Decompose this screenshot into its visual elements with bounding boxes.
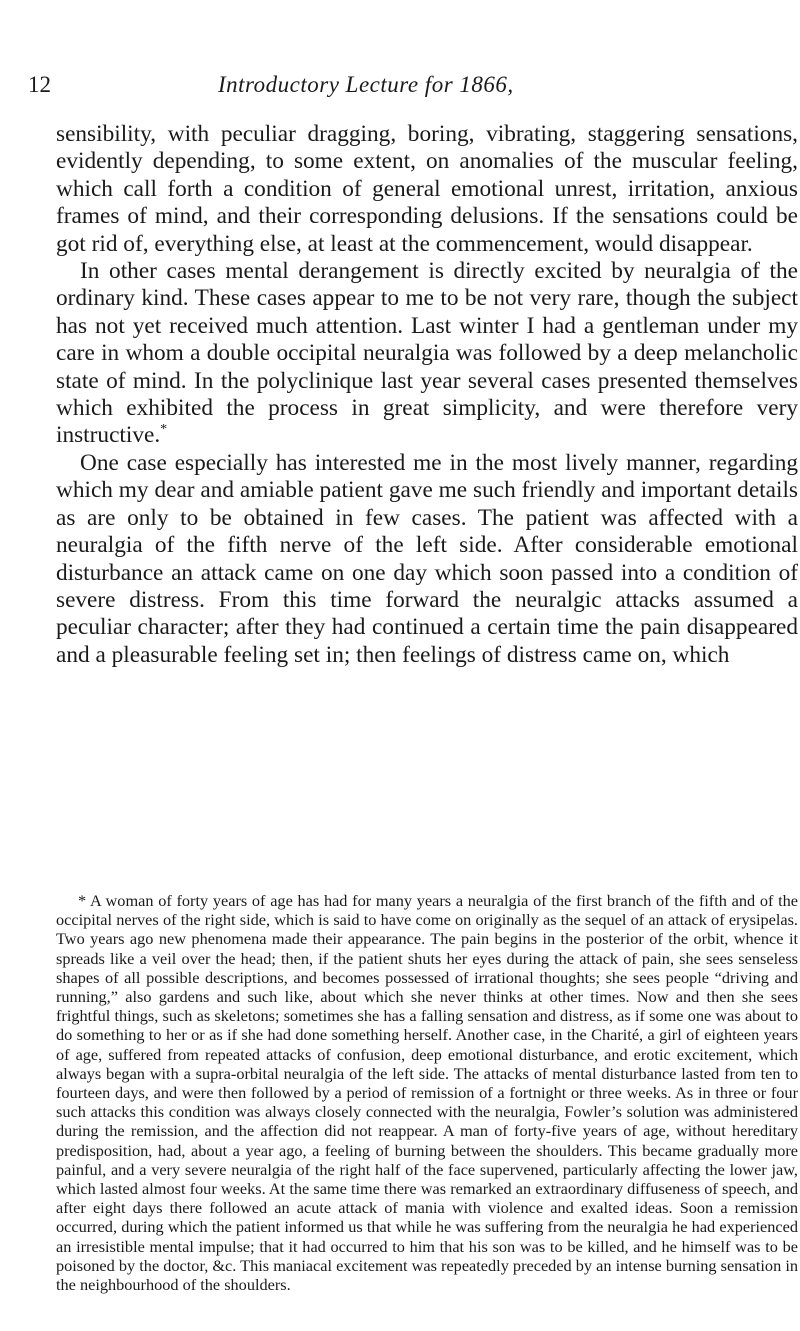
paragraph — [56, 258, 798, 450]
page-number: 12 — [28, 72, 51, 97]
running-title: Introductory Lecture for 1866, — [218, 72, 514, 97]
paragraph: One case especially has interested me in the most lively manner, regarding which my dear and amiable patient gave me such friendly and important details as are only to be obtained in few cases. The patient was affected with a neuralgia of the fifth nerve of the left side. After considerable emotional disturbance an attack came on one day which soon passed into a condition of severe distress. From this time forward the neuralgic attacks assumed a peculiar character; after they had continued a certain time the pain disappeared and a pleasurable feeling set in; then feelings of distress came on, which — [56, 449, 798, 668]
footnote-reference: * — [160, 422, 168, 438]
footnote: * A woman of forty years of age has had for many years a neuralgia of the first branch of the fifth and of the occipital nerves of the right side, which is said to have come on originally as the sequel of an attack of erysipelas. Two years ago new phenomena made their appearance. The pain begins in the posterior of the orbit, whence it spreads like a veil over the head; then, if the patient shuts her eyes during the attack of pain, she sees senseless shapes of all possible descriptions, and becomes possessed of irrational thoughts; she sees people “driving and running,” also gardens and such like, about which she never thinks at other times. Now and then she sees frightful things, such as skeletons; sometimes she has a falling sensation and distress, as if some one was about to do something to her or as if she had done something herself. Another case, in the Charité, a girl of eighteen years of age, suffered from repeated attacks of confusion, deep emotional disturbance, and erotic excitement, which always began with a supra-orbital neuralgia of the left side. The attacks of mental disturbance lasted from ten to fourteen days, and were then followed by a period of remission of a fortnight or three weeks. As in three or four such attacks this condition was always closely connected with the neuralgia, Fowler’s solution was administered during the remission, and the affection did not reappear. A man of forty-five years of age, without hereditary predisposition, had, about a year ago, a feeling of burning between the shoulders. This became gradually more painful, and a very severe neuralgia of the right half of the face supervened, particularly affecting the lower jaw, which lasted almost four weeks. At the same time there was remarked an extraordinary diffuseness of speech, and after eight days there followed an acute attack of mania with violence and exalted ideas. Soon a remission occurred, during which the patient informed us that while he was suffering from the neuralgia he had experienced an irresistible mental impulse; that it had occurred to him that his son was to be killed, and he himself was to be poisoned by the doctor, &c. This maniacal excitement was repeatedly preceded by an intense burning sensation in the neighbourhood of the shoulders. — [56, 891, 798, 1295]
main-text — [56, 121, 798, 669]
page-header — [28, 72, 772, 104]
paragraph-continued: sensibility, with peculiar dragging, boring, vibrating, staggering sensations, evidently depending, to some extent, on anomalies of the muscular feeling, which call forth a condition of general emotional unrest, irritation, anxious frames of mind, and their corresponding delusions. If the sensations could be got rid of, everything else, at least at the commencement, would disappear. — [56, 121, 798, 257]
paragraph-text: In other cases mental derangement is directly excited by neuralgia of the ordinary kind. These cases appear to me to be not very rare, though the subject has not yet received much attention. Last winter I had a gentleman under my care in whom a double occipital neuralgia was followed by a deep melancholic state of mind. In the polyclinique last year several cases presented themselves which exhibited the process in great simplicity, and were therefore very instructive. — [56, 258, 798, 449]
